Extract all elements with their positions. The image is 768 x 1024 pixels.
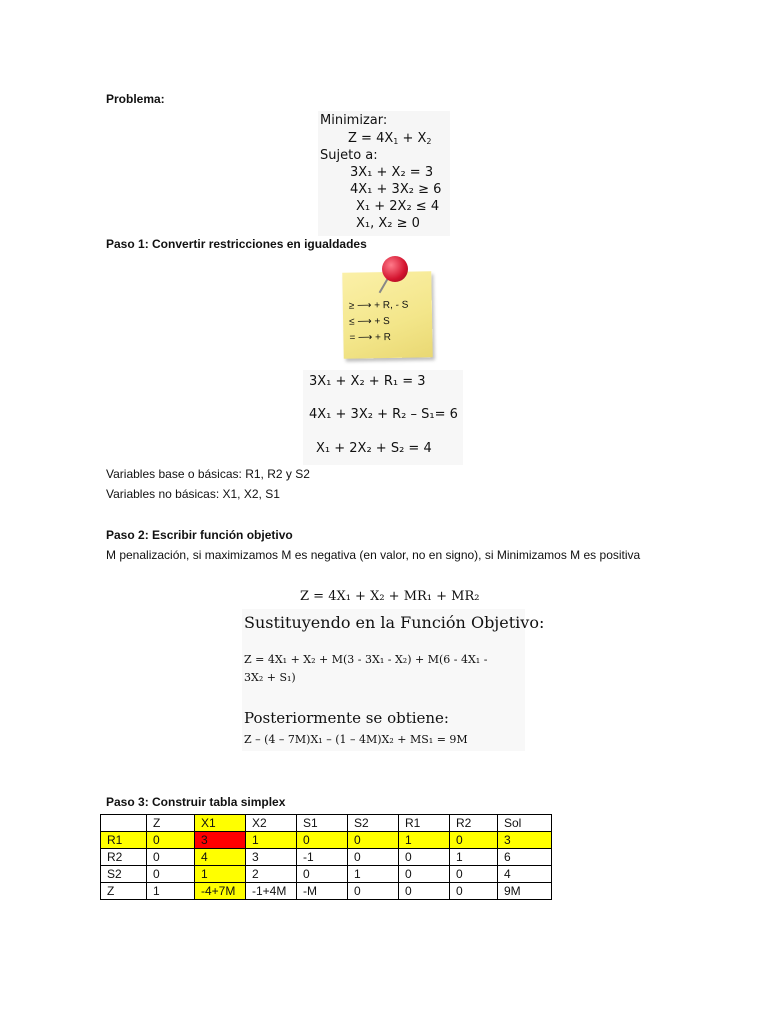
table-cell: 1	[246, 832, 297, 849]
objective-function: $Z = 4X_1 + X_2$	[348, 131, 432, 146]
table-cell: 0	[399, 866, 450, 883]
z-function: Z = 4X₁ + X₂ + MR₁ + MR₂	[300, 589, 480, 604]
table-cell: 1	[450, 849, 498, 866]
problem-image	[318, 111, 450, 236]
table-row	[101, 883, 552, 900]
header-cell: S2	[348, 815, 399, 832]
header-cell	[101, 815, 147, 832]
table-cell: 1	[195, 866, 246, 883]
sujeto-label: Sujeto a:	[320, 148, 378, 163]
table-cell: 0	[297, 866, 348, 883]
constraint-4: X₁, X₂ ≥ 0	[356, 216, 420, 231]
sust-line-1: Z = 4X₁ + X₂ + M(3 - 3X₁ - X₂) + M(6 - 4X₁ -	[244, 653, 488, 666]
table-row	[101, 849, 552, 866]
pushpin-icon	[382, 256, 408, 282]
header-cell: R1	[399, 815, 450, 832]
variables-base: Variables base o básicas: R1, R2 y S2	[106, 467, 310, 481]
table-cell: 1	[147, 883, 195, 900]
note-row-eq: = ⟶ + R	[349, 331, 392, 344]
table-cell: 0	[450, 832, 498, 849]
table-row	[101, 866, 552, 883]
note-row-ge: ≥ ⟶ + R, - S	[348, 299, 409, 312]
constraint-2: 4X₁ + 3X₂ ≥ 6	[350, 182, 442, 197]
constraint-3: X₁ + 2X₂ ≤ 4	[356, 199, 440, 214]
sust-line-2: 3X₂ + S₁)	[244, 671, 296, 684]
paso2-text: M penalización, si maximizamos M es negativa (en valor, no en signo), si Minimizamos M es positiva	[106, 548, 641, 562]
header-cell: Z	[147, 815, 195, 832]
paso1-heading: Paso 1: Convertir restricciones en igualdades	[106, 237, 367, 251]
table-cell: 3	[246, 849, 297, 866]
table-cell: 1	[399, 832, 450, 849]
sust-line-3: Z – (4 – 7M)X₁ – (1 – 4M)X₂ + MS₁ = 9M	[244, 733, 468, 746]
table-cell: 3	[498, 832, 552, 849]
paso3-heading: Paso 3: Construir tabla simplex	[106, 795, 286, 809]
table-cell: R2	[101, 849, 147, 866]
table-cell: 0	[348, 849, 399, 866]
table-cell: 4	[195, 849, 246, 866]
pivot-cell: 3	[195, 832, 246, 849]
table-cell: -4+7M	[195, 883, 246, 900]
equation-1: 3X₁ + X₂ + R₁ = 3	[309, 374, 426, 389]
table-cell: -1	[297, 849, 348, 866]
header-cell: S1	[297, 815, 348, 832]
table-cell: 0	[450, 883, 498, 900]
variables-no-base: Variables no básicas: X1, X2, S1	[106, 487, 280, 501]
header-cell: X2	[246, 815, 297, 832]
equation-2: 4X₁ + 3X₂ + R₂ – S₁= 6	[309, 407, 458, 422]
table-cell: 0	[147, 849, 195, 866]
table-cell: 0	[399, 849, 450, 866]
problema-heading: Problema:	[106, 92, 165, 106]
header-cell-pivot-column: X1	[195, 815, 246, 832]
sust-title-2: Posteriormente se obtiene:	[244, 709, 449, 727]
table-cell: 0	[348, 832, 399, 849]
table-cell: R1	[101, 832, 147, 849]
equation-3: X₁ + 2X₂ + S₂ = 4	[316, 441, 432, 456]
sust-title: Sustituyendo en la Función Objetivo:	[244, 613, 545, 632]
header-cell: Sol	[498, 815, 552, 832]
table-cell: -1+4M	[246, 883, 297, 900]
substitution-image	[242, 609, 545, 751]
table-cell: 0	[147, 832, 195, 849]
table-cell: 0	[399, 883, 450, 900]
simplex-table	[100, 814, 552, 900]
equations-image	[303, 370, 463, 465]
table-cell: -M	[297, 883, 348, 900]
constraint-1: 3X₁ + X₂ = 3	[350, 165, 434, 180]
table-cell: 0	[147, 866, 195, 883]
table-header-row	[101, 815, 552, 832]
table-cell: 0	[450, 866, 498, 883]
note-row-le: ≤ ⟶ + S	[349, 315, 390, 328]
header-cell: R2	[450, 815, 498, 832]
paso2-heading: Paso 2: Escribir función objetivo	[106, 528, 293, 542]
table-cell: 0	[297, 832, 348, 849]
minimizar-label: Minimizar:	[320, 113, 388, 128]
table-cell: 9M	[498, 883, 552, 900]
table-cell: 1	[348, 866, 399, 883]
table-cell: Z	[101, 883, 147, 900]
table-cell: 0	[348, 883, 399, 900]
table-cell: S2	[101, 866, 147, 883]
table-cell: 4	[498, 866, 552, 883]
table-row-pivot	[101, 832, 552, 849]
sticky-note	[342, 271, 432, 359]
table-cell: 2	[246, 866, 297, 883]
table-cell: 6	[498, 849, 552, 866]
